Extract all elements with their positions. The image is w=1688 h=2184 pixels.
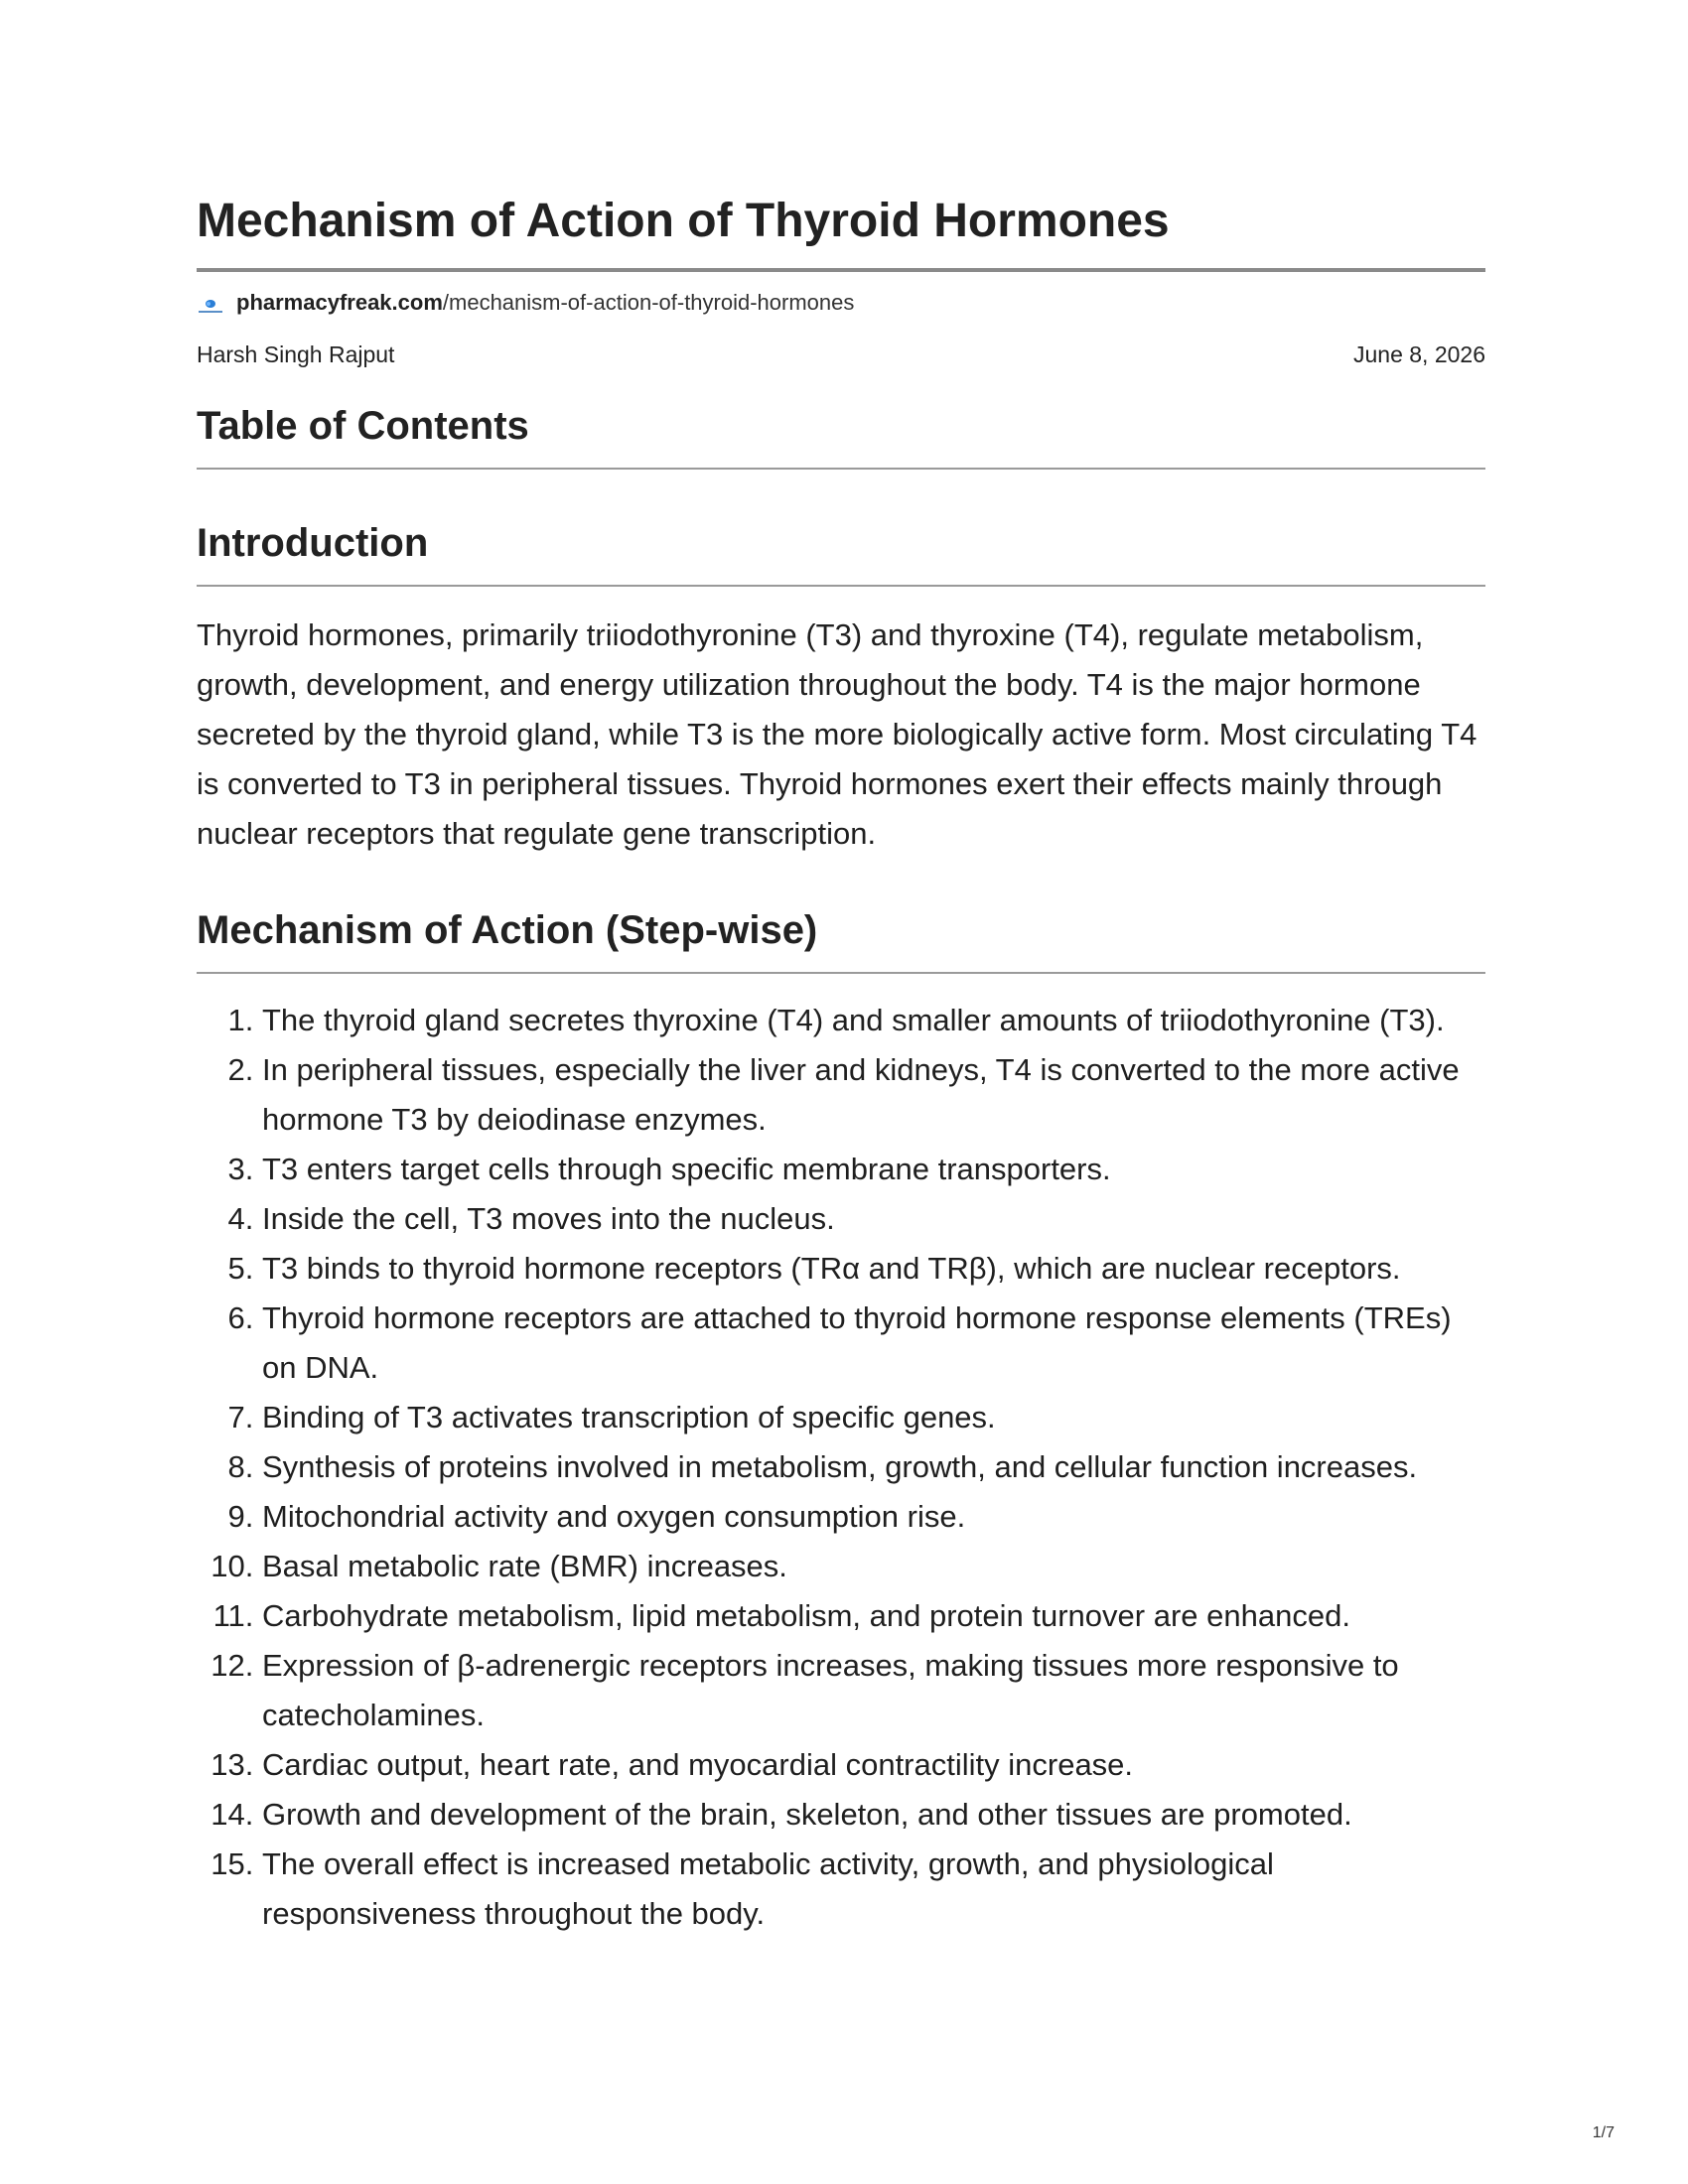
list-item: 3. T3 enters target cells through specific membrane transporters. [262, 1145, 1485, 1194]
intro-heading: Introduction [197, 519, 1485, 587]
list-item: 2. In peripheral tissues, especially the liver and kidneys, T4 is converted to the more active hormone T3 by deiodinase enzymes. [262, 1045, 1485, 1145]
toc-heading: Table of Contents [197, 402, 1485, 470]
list-item: 5. T3 binds to thyroid hormone receptors (TRα and TRβ), which are nuclear receptors. [262, 1244, 1485, 1294]
source-domain[interactable]: pharmacyfreak.com [236, 290, 443, 316]
list-item: 13. Cardiac output, heart rate, and myocardial contractility increase. [262, 1740, 1485, 1790]
source-path[interactable]: /mechanism-of-action-of-thyroid-hormones [442, 290, 855, 316]
byline [197, 341, 1485, 368]
list-item: 1. The thyroid gland secretes thyroxine (T4) and smaller amounts of triiodothyronine (T3). [262, 996, 1485, 1045]
list-item: 15. The overall effect is increased metabolic activity, growth, and physiological responsiveness throughout the body. [262, 1840, 1485, 1939]
list-item: 11. Carbohydrate metabolism, lipid metabolism, and protein turnover are enhanced. [262, 1591, 1485, 1641]
mechanism-steps-list [197, 996, 1485, 1939]
intro-paragraph: Thyroid hormones, primarily triiodothyronine (T3) and thyroxine (T4), regulate metabolism, growth, development, and energy utilization throughout the body. T4 is the major hormone secreted by the thyroid gland, while T3 is the more biologically active form. Most circulating T4 is converted to T3 in peripheral tissues. Thyroid hormones exert their effects mainly through nuclear receptors that regulate gene transcription. [197, 617, 1477, 852]
list-item: 12. Expression of β-adrenergic receptors increases, making tissues more responsive to catecholamines. [262, 1641, 1485, 1740]
list-item: 8. Synthesis of proteins involved in metabolism, growth, and cellular function increases. [262, 1442, 1485, 1492]
pharmacyfreak-logo-icon [197, 295, 224, 311]
list-item: 4. Inside the cell, T3 moves into the nucleus. [262, 1194, 1485, 1244]
author-name: Harsh Singh Rajput [197, 341, 395, 368]
list-item: 7. Binding of T3 activates transcription of specific genes. [262, 1393, 1485, 1442]
publish-date: June 8, 2026 [1352, 341, 1485, 368]
list-item: 9. Mitochondrial activity and oxygen consumption rise. [262, 1492, 1485, 1542]
list-item: 10. Basal metabolic rate (BMR) increases. [262, 1542, 1485, 1591]
page-title: Mechanism of Action of Thyroid Hormones [197, 194, 1485, 272]
list-item: 14. Growth and development of the brain, skeleton, and other tissues are promoted. [262, 1790, 1485, 1840]
document-page [197, 194, 1485, 1939]
page-number: 1/7 [1592, 2124, 1615, 2141]
list-item: 6. Thyroid hormone receptors are attached to thyroid hormone response elements (TREs) on DNA. [262, 1294, 1485, 1393]
source-url[interactable] [197, 290, 1485, 316]
mechanism-heading: Mechanism of Action (Step-wise) [197, 906, 1485, 974]
